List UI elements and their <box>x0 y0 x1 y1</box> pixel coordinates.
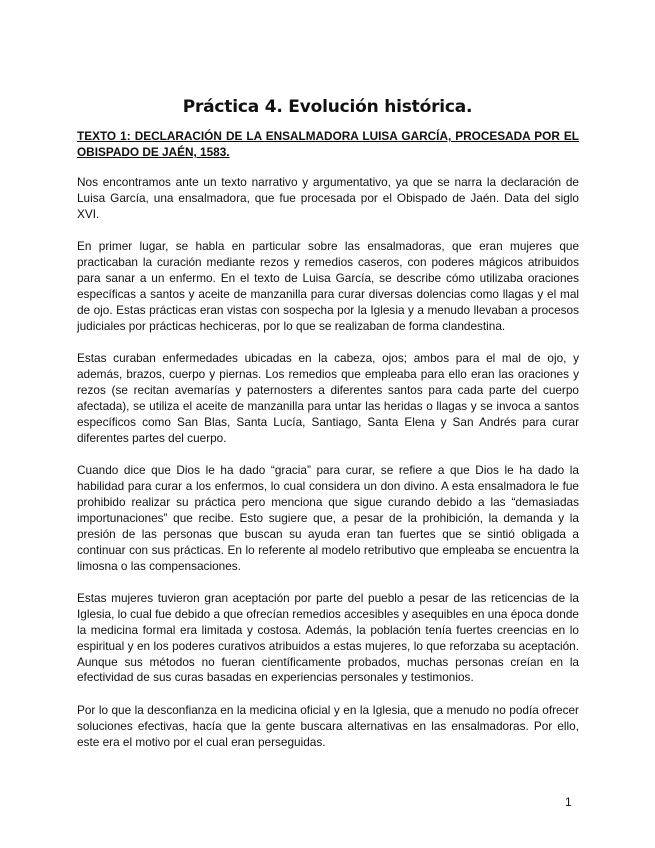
paragraph-6: Por lo que la desconfianza en la medicina oficial y en la Iglesia, que a menudo no podía ofrecer soluciones efectivas, hacía que la gente buscara alternativas en las ensalmadoras. Por ello, este era el motivo por el cual eran perseguidas. <box>77 702 579 749</box>
paragraph-1: Nos encontramos ante un texto narrativo y argumentativo, ya que se narra la declaración de Luisa García, una ensalmadora, que fue procesada por el Obispado de Jaén. Data del siglo XVI. <box>77 175 579 221</box>
page-number: 1 <box>565 795 572 809</box>
text-heading: TEXTO 1: DECLARACIÓN DE LA ENSALMADORA LUISA GARCÍA, PROCESADA POR EL OBISPADO DE JAÉN, 1583. <box>77 129 579 159</box>
paragraph-3: Estas curaban enfermedades ubicadas en la cabeza, ojos; ambos para el mal de ojo, y además, brazos, cuerpo y piernas. Los remedios que empleaba para ello eran las oraciones y rezos (se recitan avemarías y paternosters a diferentes santos para cada parte del cuerpo afectada), se utiliza el aceite de manzanilla para untar las heridas o llagas y se invoca a santos específicos como San Blas, Santa Lucía, Santiago, Santa Elena y San Andrés para curar diferentes partes del cuerpo. <box>77 351 579 445</box>
paragraph-4: Cuando dice que Dios le ha dado “gracia” para curar, se refiere a que Dios le ha dado la habilidad para curar a los enfermos, lo cual considera un don divino. A esta ensalmadora le fue prohibido realizar su práctica pero menciona que sigue curando debido a las “demasiadas importunaciones” que recibe. Esto sugiere que, a pesar de la prohibición, la demanda y la presión de las personas que buscan su ayuda eran tan fuertes que se sintió obligada a continuar con sus prácticas. En lo referente al modelo retributivo que empleaba se encuentra la limosna o las compensaciones. <box>77 463 579 573</box>
paragraph-2: En primer lugar, se habla en particular sobre las ensalmadoras, que eran mujeres que practicaban la curación mediante rezos y remedios caseros, con poderes mágicos atribuidos para sanar a un enfermo. En el texto de Luisa García, se describe cómo utilizaba oraciones específicas a santos y aceite de manzanilla para curar diversas dolencias como llagas y el mal de ojo. Estas prácticas eran vistas con sospecha por la Iglesia y a menudo llevaban a procesos judiciales por prácticas hechiceras, por lo que se realizaban de forma clandestina. <box>77 239 579 333</box>
page-title: Práctica 4. Evolución histórica. <box>182 97 473 117</box>
paragraph-5: Estas mujeres tuvieron gran aceptación por parte del pueblo a pesar de las reticencias de la Iglesia, lo cual fue debido a que ofrecían remedios accesibles y asequibles en una época donde la medicina formal era limitada y costosa. Además, la población tenía fuertes creencias en lo espiritual y en los poderes curativos atribuidos a estas mujeres, lo que reforzaba su aceptación. Aunque sus métodos no fueran científicamente probados, muchas personas creían en la efectividad de sus curas basadas en experiencias personales y testimonios. <box>77 590 579 685</box>
document-body <box>77 175 579 767</box>
